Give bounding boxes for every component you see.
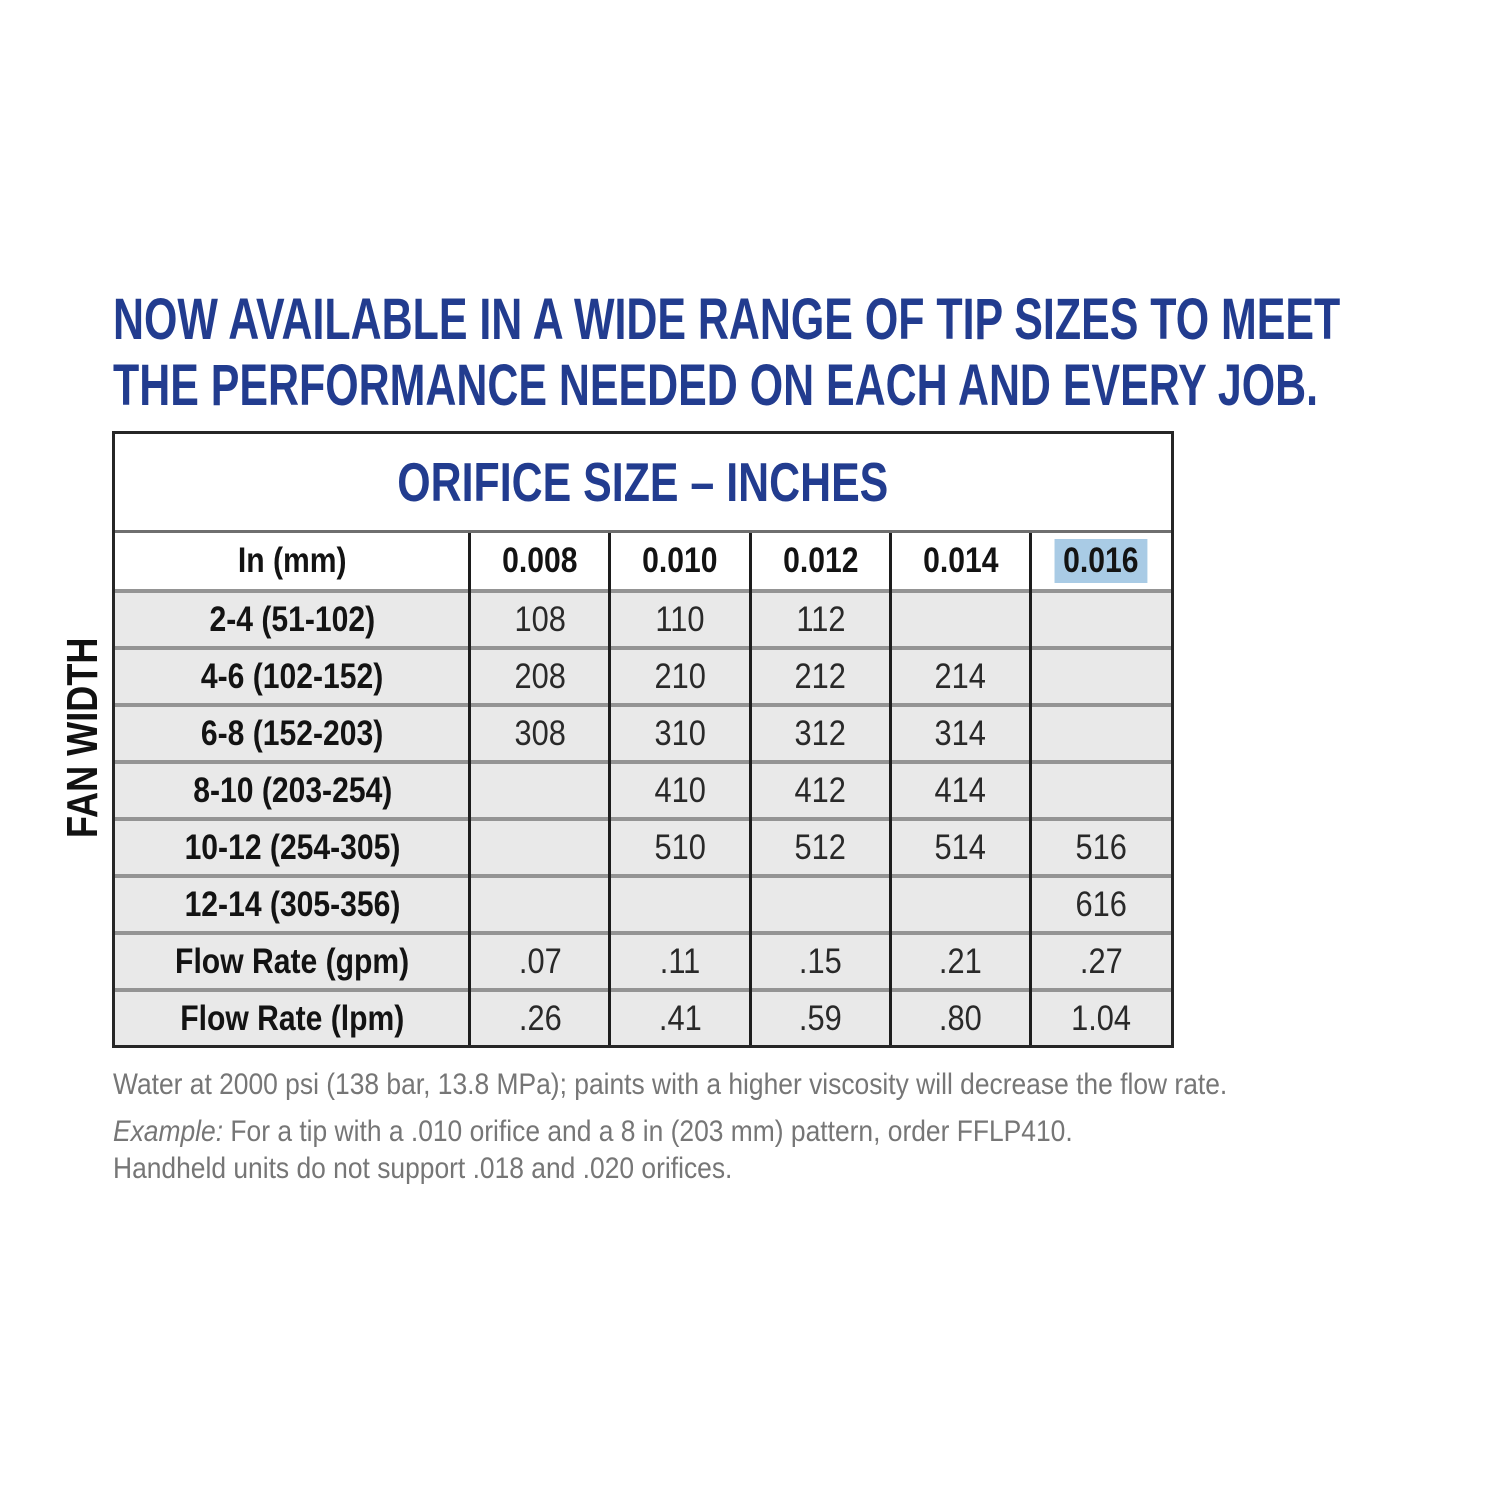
table-cell: .80: [939, 998, 983, 1038]
table-cell: .21: [939, 941, 983, 981]
fan-width-axis-text: FAN WIDTH: [58, 637, 107, 839]
row-label-cell: 2-4 (51-102): [209, 599, 376, 639]
table-cell: 210: [654, 656, 706, 696]
table-cell: 214: [934, 656, 987, 696]
table-cell: 308: [514, 713, 566, 753]
row-label-cell: 6-8 (152-203): [201, 713, 384, 753]
footnote-example: [113, 1113, 1379, 1151]
page-title-text-1: NOW AVAILABLE IN A WIDE RANGE OF TIP SIZES TO MEET: [113, 287, 1341, 352]
table-cell: .15: [799, 941, 842, 981]
table-cell: [1031, 764, 1171, 817]
table-row: [115, 931, 1171, 988]
fan-width-axis-label: [60, 618, 106, 858]
row-label-cell: Flow Rate (gpm): [175, 941, 410, 981]
table-cell: 208: [514, 656, 566, 696]
table-cell: 514: [934, 827, 987, 867]
table-cell: .11: [660, 941, 701, 981]
table-cell: [470, 878, 610, 931]
table-cell: [1031, 593, 1171, 646]
table-cell: [610, 878, 750, 931]
table-cell: 314: [934, 713, 987, 753]
table-cell: .27: [1079, 941, 1123, 981]
table-cell: 1.04: [1070, 998, 1131, 1038]
table-row: [115, 589, 1171, 646]
footnotes: [113, 1066, 1379, 1187]
column-divider: [889, 533, 892, 1045]
row-label-cell: 4-6 (102-152): [201, 656, 384, 696]
size-column-header: 0.014: [923, 541, 999, 580]
row-label-cell: 10-12 (254-305): [184, 827, 401, 867]
table-cell: [1031, 650, 1171, 703]
row-label-cell: Flow Rate (lpm): [180, 998, 405, 1038]
table-row: [115, 817, 1171, 874]
table-cell: .41: [658, 998, 702, 1038]
table-title: ORIFICE SIZE – INCHES: [397, 451, 889, 513]
size-row-label: In (mm): [238, 541, 347, 580]
size-column-header-highlighted: [1031, 533, 1171, 589]
table-cell: .07: [518, 941, 562, 981]
table-cell: 212: [794, 656, 847, 696]
size-row-label-cell: [115, 533, 470, 589]
footnote-handheld: Handheld units do not support .018 and .020 orifices.: [113, 1152, 733, 1185]
table-cell: [470, 764, 610, 817]
size-column-header: 0.012: [782, 541, 859, 580]
page-title-line-2: [113, 353, 1500, 419]
page-title: [113, 287, 1500, 419]
size-column-header: 0.010: [642, 541, 718, 580]
table-cell: 516: [1075, 827, 1127, 867]
table-cell: 616: [1075, 884, 1127, 924]
table-cell: 110: [655, 599, 705, 639]
orifice-size-table: [112, 431, 1174, 1048]
page-title-line-1: [113, 287, 1500, 353]
table-cell: 512: [794, 827, 847, 867]
example-text: For a tip with a .010 orifice and a 8 in (203 mm) pattern, order FFLP410.: [223, 1115, 1073, 1148]
example-label: Example:: [113, 1115, 224, 1148]
table-title-row: [115, 434, 1171, 533]
size-column-header: 0.008: [502, 541, 578, 580]
column-divider: [1029, 533, 1032, 1045]
size-header-row: [115, 533, 1171, 589]
table-cell: 310: [654, 713, 706, 753]
table-row: [115, 988, 1171, 1045]
table-cell: 510: [654, 827, 706, 867]
table-cell: [470, 821, 610, 874]
table-cell: 412: [794, 770, 847, 810]
table-row: [115, 646, 1171, 703]
table-cell: [891, 878, 1031, 931]
table-cell: 414: [934, 770, 987, 810]
table-row: [115, 703, 1171, 760]
footnote-conditions: Water at 2000 psi (138 bar, 13.8 MPa); paints with a higher viscosity will decrease the flow rate.: [113, 1068, 1228, 1101]
table-cell: 108: [514, 599, 566, 639]
table-row: [115, 760, 1171, 817]
table-cell: [750, 878, 890, 931]
row-label-cell: 12-14 (305-356): [184, 884, 401, 924]
table-row: [115, 874, 1171, 931]
column-divider: [608, 533, 611, 1045]
table-cell: 410: [654, 770, 706, 810]
table-cell: .26: [518, 998, 562, 1038]
table-cell: [1031, 707, 1171, 760]
table-cell: .59: [799, 998, 842, 1038]
column-divider: [468, 533, 471, 1045]
row-label-cell: 8-10 (203-254): [192, 770, 393, 810]
column-divider: [749, 533, 752, 1045]
page-title-text-2: THE PERFORMANCE NEEDED ON EACH AND EVERY JOB.: [113, 353, 1319, 418]
table-cell: 312: [794, 713, 847, 753]
table-cell: [891, 593, 1031, 646]
highlighted-size-badge: 0.016: [1055, 539, 1148, 583]
table-cell: 112: [795, 599, 846, 639]
